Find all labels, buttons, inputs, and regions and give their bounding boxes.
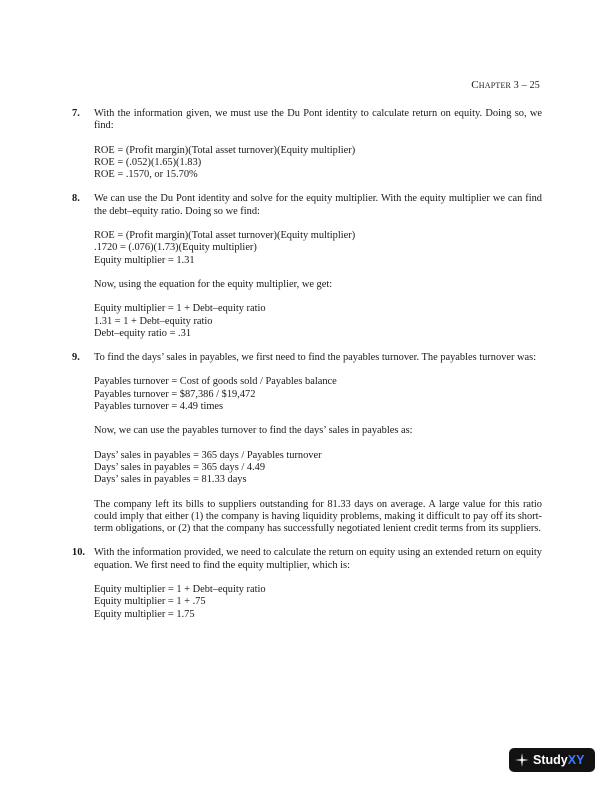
problem-conclusion: The company left its bills to suppliers outstanding for 81.33 days on average. A large value for this ratio could imply that either (1) the company is having liquidity problems, making it difficult to pay off its short-term obligations, or (2) that the company has successfully negotiated lenient credit terms from its suppliers. xyxy=(94,498,542,535)
equation-line: Days’ sales in payables = 365 days / Payables turnover xyxy=(94,449,322,461)
problem-intro: With the information given, we must use the Du Pont identity to calculate return on equity. Doing so, we find: xyxy=(94,108,542,132)
problem-number: 7. xyxy=(72,108,80,119)
equation-block xyxy=(94,450,542,487)
problem-intro: We can use the Du Pont identity and solve for the equity multiplier. With the equity multiplier we can find the debt–equity ratio. Doing so we find: xyxy=(94,193,542,217)
problem-text: Now, we can use the payables turnover to find the days’ sales in payables as: xyxy=(94,425,413,437)
equation-block xyxy=(94,145,542,182)
brand-name xyxy=(533,753,584,767)
equation-line: .1720 = (.076)(1.73)(Equity multiplier) xyxy=(94,242,257,254)
brand-accent: XY xyxy=(567,753,585,767)
problem-intro: To find the days’ sales in payables, we first need to find the payables turnover. The payables turnover was: xyxy=(94,352,537,364)
plus-star-icon xyxy=(515,753,529,767)
equation-line: Equity multiplier = 1 + Debt–equity ratio xyxy=(94,303,266,315)
equation-line: 1.31 = 1 + Debt–equity ratio xyxy=(94,315,213,327)
page-header xyxy=(471,79,540,91)
equation-line: Days’ sales in payables = 81.33 days xyxy=(94,474,247,486)
equation-line: Payables turnover = $87,386 / $19,472 xyxy=(94,388,256,400)
equation-line: Equity multiplier = 1 + .75 xyxy=(94,596,206,608)
studyxy-badge[interactable] xyxy=(509,748,595,772)
problem-number: 10. xyxy=(72,547,85,559)
equation-line: Days’ sales in payables = 365 days / 4.49 xyxy=(94,461,266,473)
equation-line: Payables turnover = 4.49 times xyxy=(94,401,224,413)
equation-block xyxy=(94,230,542,267)
equation-line: ROE = (.052)(1.65)(1.83) xyxy=(94,156,202,168)
problem-number: 9. xyxy=(72,352,80,364)
problem-8 xyxy=(72,193,542,340)
problem-7 xyxy=(72,108,542,181)
page-ref: 3 – 25 xyxy=(511,80,540,91)
equation-line: Equity multiplier = 1 + Debt–equity ratio xyxy=(94,584,266,596)
problem-number: 8. xyxy=(72,193,80,205)
equation-block xyxy=(94,584,542,621)
document-body xyxy=(72,108,542,633)
equation-line: Equity multiplier = 1.31 xyxy=(94,254,195,266)
equation-line: Equity multiplier = 1.75 xyxy=(94,608,195,620)
equation-block xyxy=(94,376,542,413)
equation-line: ROE = .1570, or 15.70% xyxy=(94,169,198,181)
equation-block xyxy=(94,303,542,340)
problem-text: Now, using the equation for the equity multiplier, we get: xyxy=(94,278,333,290)
equation-line: Debt–equity ratio = .31 xyxy=(94,327,192,339)
problem-intro: With the information provided, we need to calculate the return on equity using an extended return on equity equation. We first need to find the equity multiplier, which is: xyxy=(94,547,542,571)
equation-line: ROE = (Profit margin)(Total asset turnover)(Equity multiplier) xyxy=(94,144,356,156)
equation-line: ROE = (Profit margin)(Total asset turnover)(Equity multiplier) xyxy=(94,230,356,242)
chapter-label: Chapter xyxy=(471,79,512,91)
problem-10 xyxy=(72,547,542,620)
brand-main: Study xyxy=(533,753,568,767)
equation-line: Payables turnover = Cost of goods sold / Payables balance xyxy=(94,376,337,388)
problem-9 xyxy=(72,352,542,535)
